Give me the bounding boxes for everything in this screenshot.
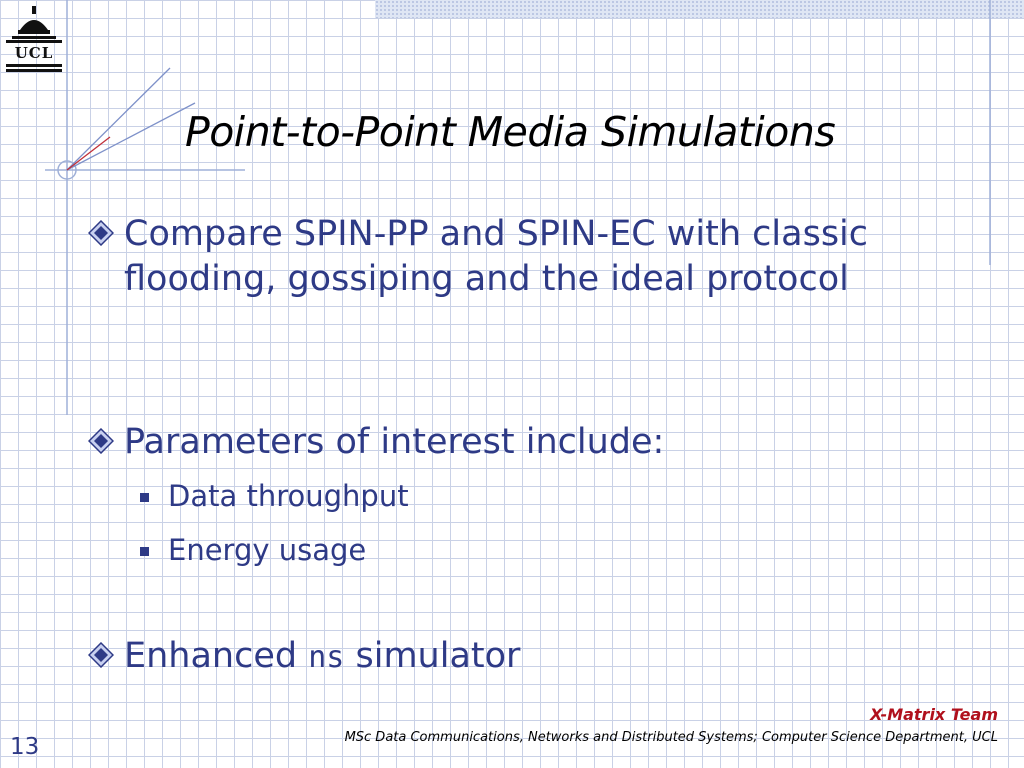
bullet-text: Parameters of interest include: [124,422,665,462]
bullet-item [86,634,926,680]
sub-bullet-item [140,478,409,514]
ucl-dome-icon [4,6,64,78]
bullet-text [124,634,926,680]
sub-bullet-text: Data throughput [168,479,409,513]
code-ns: ns [308,640,345,675]
bullet-text-suffix: simulator [344,636,521,676]
bullet-text: Compare SPIN-PP and SPIN-EC with classic flooding, gossiping and the ideal protocol [124,214,869,299]
diamond-bullet-icon [88,220,114,246]
square-bullet-icon [140,547,149,556]
sub-bullet-item [140,532,366,568]
diamond-bullet-icon [88,642,114,668]
square-bullet-icon [140,493,149,502]
bullet-item [86,212,926,302]
diagonal-line-red [67,137,110,170]
page-number: 13 [10,734,40,760]
diagonal-line-1 [67,68,170,170]
ucl-logo [4,6,64,78]
logo-text: UCL [14,44,54,62]
footer-team: X-Matrix Team [870,705,998,724]
bullet-item [86,420,926,465]
diamond-bullet-icon [88,428,114,454]
footer-course: MSc Data Communications, Networks and Distributed Systems; Computer Science Department, UCL [344,730,998,745]
diagonal-line-2 [67,103,195,170]
sub-bullet-text: Energy usage [168,533,367,567]
bullet-text-prefix: Enhanced [124,636,309,676]
slide-title: Point-to-Point Media Simulations [185,108,836,156]
